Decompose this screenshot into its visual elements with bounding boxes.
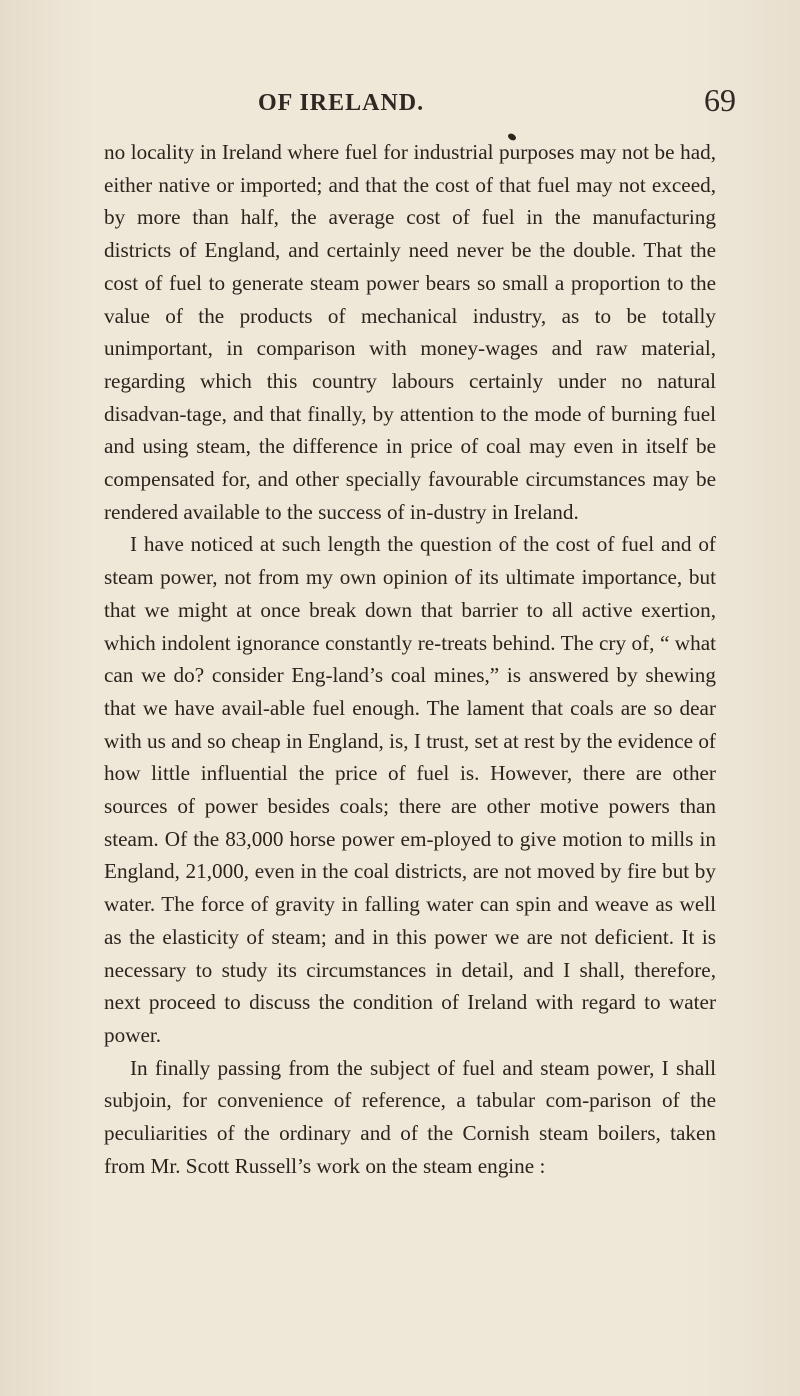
paragraph-continued: no locality in Ireland where fuel for industrial purposes may not be had, either native or imported; and that the cost of that fuel may not exceed, by more than half, the average cost of fuel in the manufacturing districts of England, and certainly need never be the double. That the cost of fuel to generate steam power bears so small a proportion to the value of the products of mechanical industry, as to be totally unimportant, in comparison with money-wages and raw material, regarding which this country labours certainly under no natural disadvan-tage, and that finally, by attention to the mode of burning fuel and using steam, the difference in price of coal may even in itself be compensated for, and other specially favourable circumstances may be rendered available to the success of in-dustry in Ireland.: [104, 140, 716, 524]
running-head-title: OF IRELAND.: [258, 90, 425, 116]
page-number: 69: [704, 82, 736, 118]
paragraph-fuel-cost: I have noticed at such length the question of the cost of fuel and of steam power, not from my own opinion of its ultimate importance, but that we might at once break down that barrier to all active exertion, which indolent ignorance constantly re-treats behind. The cry of, “ what can we do? consider Eng-land’s coal mines,” is answered by shewing that we have avail-able fuel enough. The lament that coals are so dear with us and so cheap in England, is, I trust, set at rest by the evidence of how little influential the price of fuel is. However, there are other sources of power besides coals; there are other motive powers than steam. Of the 83,000 horse power em-ployed to give motion to mills in England, 21,000, even in the coal districts, are not moved by fire but by water. The force of gravity in falling water can spin and weave as well as the elasticity of steam; and in this power we are not deficient. It is necessary to study its circumstances in detail, and I shall, therefore, next proceed to discuss the condition of Ireland with regard to water power.: [104, 532, 716, 1047]
running-head: [0, 78, 800, 128]
body-text: [104, 136, 716, 1183]
paragraph-boiler-comparison: In finally passing from the subject of fuel and steam power, I shall subjoin, for convenience of reference, a tabular com-parison of the peculiarities of the ordinary and of the Cornish steam boilers, taken from Mr. Scott Russell’s work on the steam engine :: [104, 1055, 716, 1178]
